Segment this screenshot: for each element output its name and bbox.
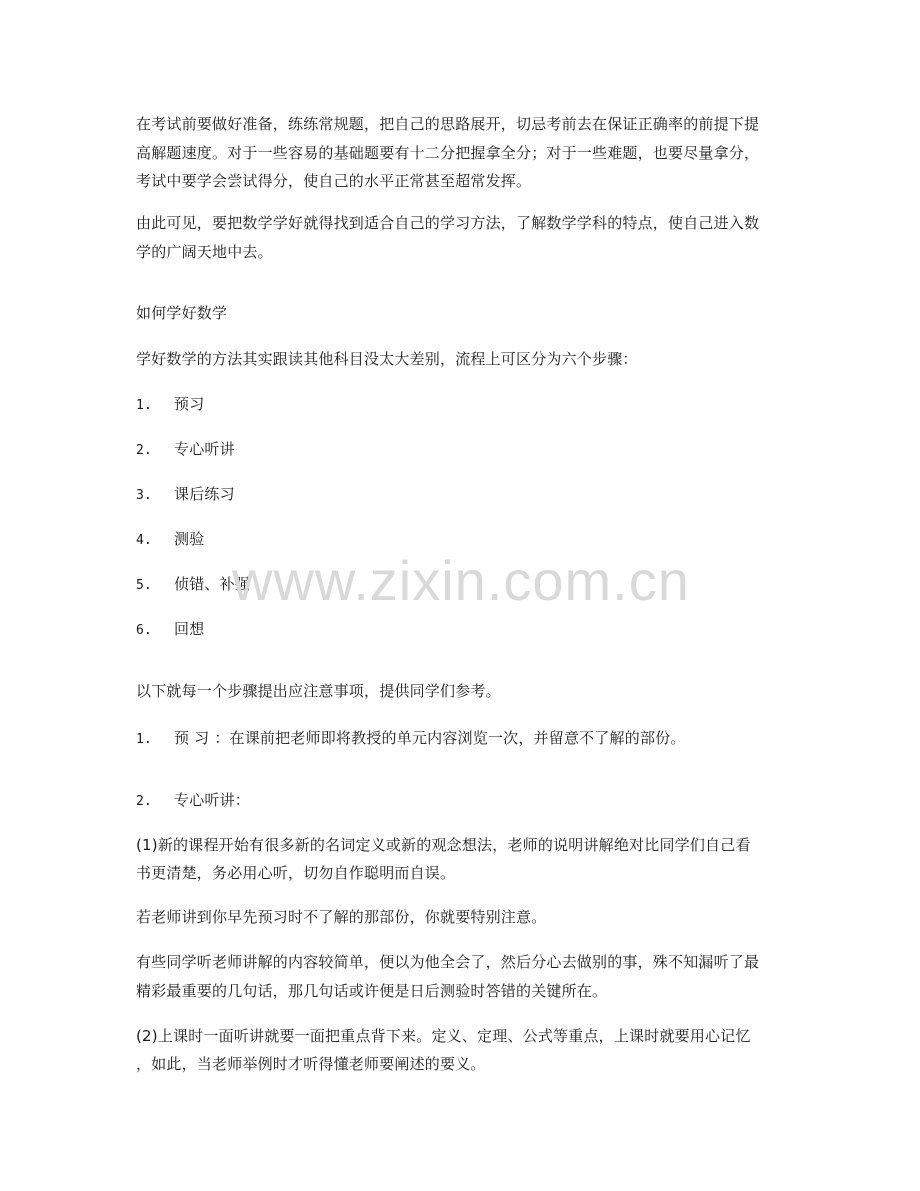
paragraph-line: ，如此，当老师举例时才听得懂老师要阐述的要义。 — [136, 1055, 486, 1073]
paragraph-line: 考试中要学会尝试得分，使自己的水平正常甚至超常发挥。 — [136, 172, 532, 190]
step-item — [136, 570, 788, 600]
step-item — [136, 390, 788, 420]
paragraph-line: 由此可见，要把数学学好就得找到适合自己的学习方法，了解数学学科的特点，使自己进入数 — [136, 214, 760, 232]
step-detail-text: 预 习 ：在课前把老师即将教授的单元内容浏览一次，并留意不了解的部份。 — [174, 729, 686, 747]
step-detail — [136, 724, 788, 754]
paragraph-line: 在考试前要做好准备，练练常规题，把自己的思路展开，切忌考前去在保证正确率的前提下提 — [136, 115, 760, 133]
step-detail-text: 专心听讲： — [174, 791, 251, 809]
paragraph-line: (2)上课时一面听讲就要一面把重点背下来。定义、定理、公式等重点，上课时就要用心记忆 — [136, 1027, 751, 1045]
paragraph-line: 书更清楚，务必用心听，切勿自作聪明而自误。 — [136, 864, 456, 882]
step-label: 侦错、补强 — [174, 575, 251, 593]
step-detail — [136, 786, 788, 816]
paragraph-line: 若老师讲到你早先预习时不了解的那部份，你就要特别注意。 — [136, 908, 547, 926]
step-label: 专心听讲 — [174, 440, 235, 458]
step-number: 4. — [136, 533, 153, 548]
step-number: 3. — [136, 488, 153, 503]
intro-text: 学好数学的方法其实跟读其他科目没太大差别，流程上可区分为六个步骤： — [136, 350, 638, 368]
step-number: 1. — [136, 398, 153, 413]
note-text: 以下就每一个步骤提出应注意事项，提供同学们参考。 — [136, 682, 501, 700]
step-label: 回想 — [174, 620, 205, 638]
step-item — [136, 435, 788, 465]
step-item — [136, 525, 788, 555]
paragraph-line: 学的广阔天地中去。 — [136, 243, 273, 261]
step-item — [136, 480, 788, 510]
step-number: 2. — [136, 443, 153, 458]
step-label: 测验 — [174, 530, 205, 548]
paragraph-line: (1)新的课程开始有很多新的名词定义或新的观念想法，老师的说明讲解绝对比同学们自己看 — [136, 836, 751, 854]
step-label: 课后练习 — [174, 485, 235, 503]
paragraph-line: 精彩最重要的几句话，那几句话或许便是日后测验时答错的关键所在。 — [136, 982, 608, 1000]
section-heading: 如何学好数学 — [136, 304, 228, 322]
step-number: 6. — [136, 623, 153, 638]
paragraph-line: 有些同学听老师讲解的内容较简单，便以为他全会了，然后分心去做别的事，殊不知漏听了最 — [136, 953, 760, 971]
step-label: 预习 — [174, 395, 205, 413]
paragraph-line: 高解题速度。对于一些容易的基础题要有十二分把握拿全分；对于一些难题，也要尽量拿分， — [136, 144, 760, 162]
step-item — [136, 615, 788, 645]
step-number: 2. — [136, 794, 153, 809]
step-number: 1. — [136, 732, 153, 747]
step-number: 5. — [136, 578, 153, 593]
watermark: www.zixin.com.cn — [232, 549, 690, 612]
